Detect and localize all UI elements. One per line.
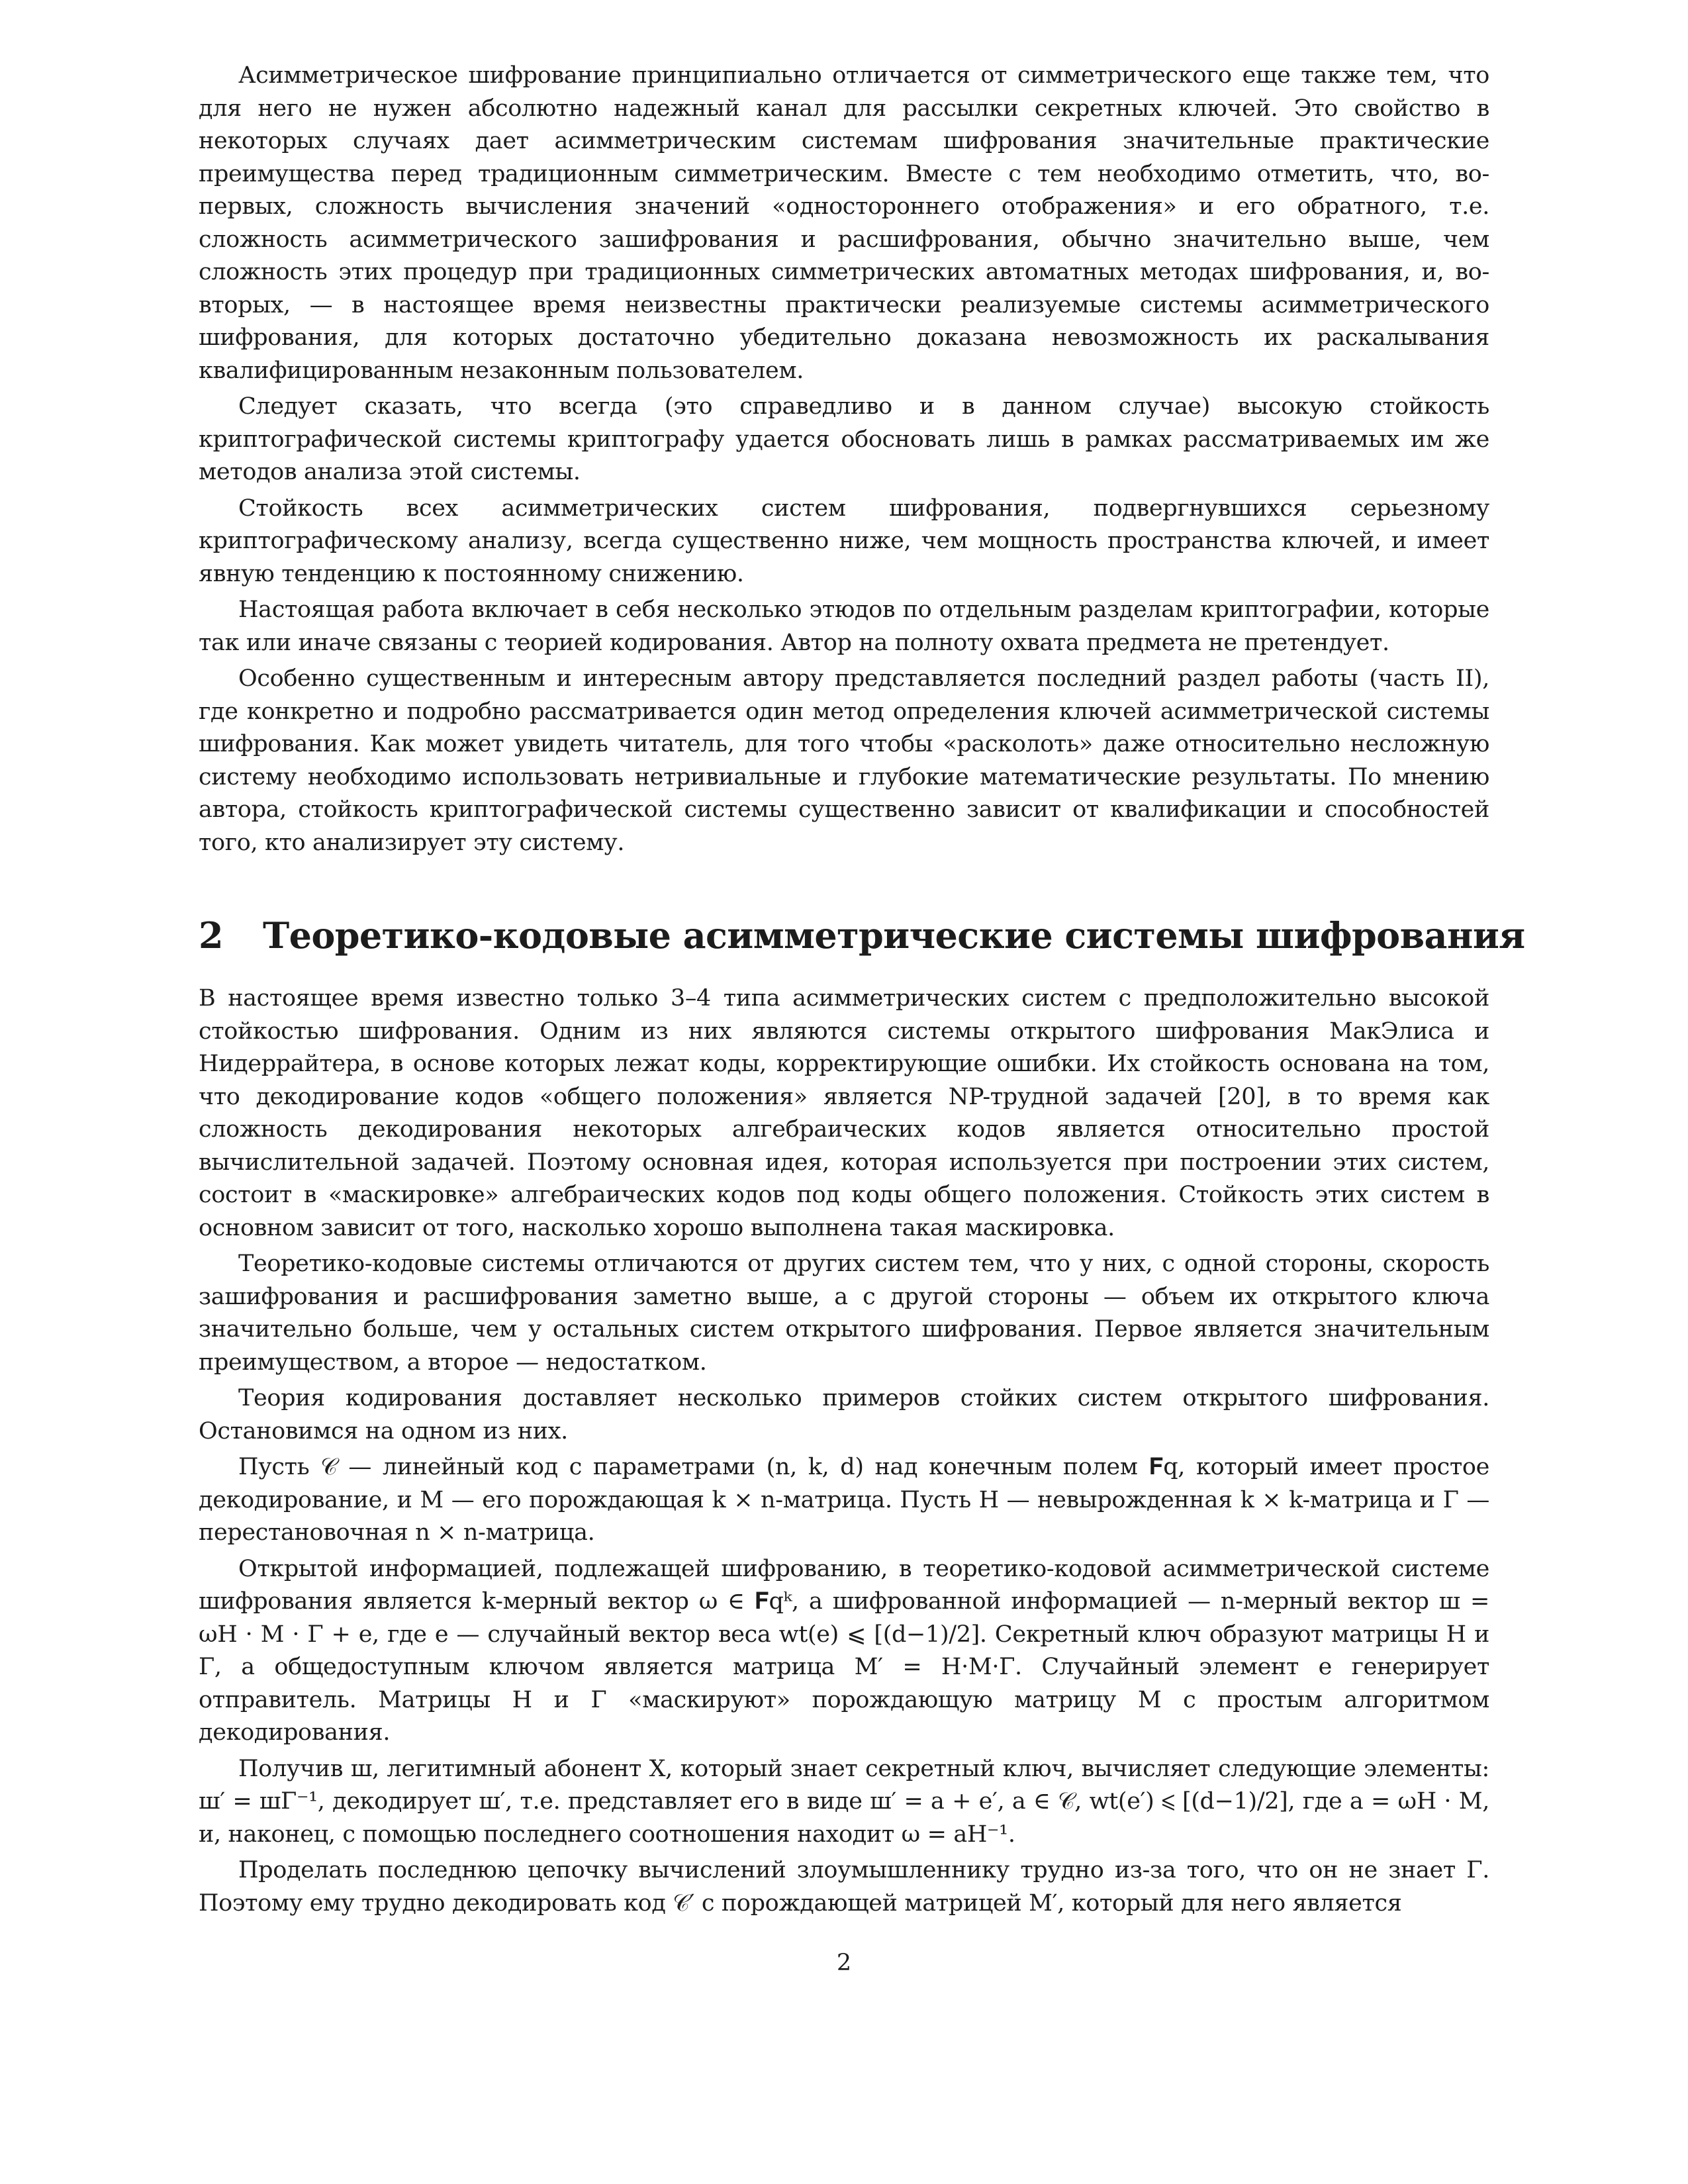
intro-paragraph-1: Асимметрическое шифрование принципиально отличается от симметрического еще также тем, что для него не нужен абсолютно надежный канал для рассылки секретных ключей. Это свойство в некоторых случаях дает асимметрическим системам шифрования значительные практические преимущества перед традиционным симметрическим. Вместе с тем необходимо отметить, что, во-первых, сложность вычисления значений «одностороннего отображения» и его обратного, т.е. сложность асимметрического зашифрования и расшифрования, обычно значительно выше, чем сложность этих процедур при традиционных симметрических автоматных методах шифрования, и, во-вторых, — в настоящее время неизвестны практически реализуемые системы асимметрического шифрования, для которых достаточно убедительно доказана невозможность их раскалывания квалифицированным незаконным пользователем. [199, 62, 1489, 384]
intro-paragraph-2: Следует сказать, что всегда (это справедливо и в данном случае) высокую стойкость криптографической системы криптографу удается обосновать лишь в рамках рассматриваемых им же методов анализа этой системы. [199, 393, 1489, 485]
section-number: 2 [199, 914, 223, 957]
section-paragraph-6: Получив ш, легитимный абонент X, который знает секретный ключ, вычисляет следующие элементы: ш′ = шΓ⁻¹, декодирует ш′, т.е. представляет его в виде ш′ = a + e′, a ∈ 𝒞, wt(e′) ⩽ [(d−1)/2], где a = ωH · M, и, наконец, с помощью последнего соотношения находит ω = aH⁻¹. [199, 1755, 1489, 1848]
intro-paragraph-5: Особенно существенным и интересным автору представляется последний раздел работы (часть II), где конкретно и подробно рассматривается один метод определения ключей асимметрической системы шифрования. Как может увидеть читатель, для того чтобы «расколоть» даже относительно несложную систему необходимо использовать нетривиальные и глубокие математические результаты. По мнению автора, стойкость криптографической системы существенно зависит от квалификации и способностей того, кто анализирует эту систему. [199, 665, 1489, 856]
section-paragraph-1: В настоящее время известно только 3–4 типа асимметрических систем с предположительно высокой стойкостью шифрования. Одним из них являются системы открытого шифрования МакЭлиса и Нидеррайтера, в основе которых лежат коды, корректирующие ошибки. Их стойкость основана на том, что декодирование кодов «общего положения» является NP-трудной задачей [20], в то время как сложность декодирования некоторых алгебраических кодов является относительно простой вычислительной задачей. Поэтому основная идея, которая используется при построении этих систем, состоит в «маскировке» алгебраических кодов под коды общего положения. Стойкость этих систем в основном зависит от того, насколько хорошо выполнена такая маскировка. [199, 985, 1489, 1241]
section-paragraph-2: Теоретико-кодовые системы отличаются от других систем тем, что у них, с одной стороны, скорость зашифрования и расшифрования заметно выше, а с другой стороны — объем их открытого ключа значительно больше, чем у остальных систем открытого шифрования. Первое является значительным преимуществом, а второе — недостатком. [199, 1251, 1489, 1376]
section-title: Теоретико-кодовые асимметрические системы шифрования [263, 914, 1525, 957]
page-body [199, 60, 1525, 1923]
section-paragraph-5: Открытой информацией, подлежащей шифрованию, в теоретико-кодовой асимметрической системе шифрования является k-мерный вектор ω ∈ 𝐅qᵏ, а шифрованной информацией — n-мерный вектор ш = ωH · M · Γ + e, где e — случайный вектор веса wt(e) ⩽ [(d−1)/2]. Секретный ключ образуют матрицы H и Γ, а общедоступным ключом является матрица M′ = H·M·Γ. Случайный элемент e генерирует отправитель. Матрицы H и Γ «маскируют» порождающую матрицу M с простым алгоритмом декодирования. [199, 1555, 1489, 1746]
section-paragraph-4: Пусть 𝒞 — линейный код с параметрами (n, k, d) над конечным полем 𝐅q, который имеет простое декодирование, и M — его порождающая k × n-матрица. Пусть H — невырожденная k × k-матрица и Γ — перестановочная n × n-матрица. [199, 1454, 1489, 1546]
page-number: 2 [836, 1950, 852, 1976]
section-paragraph-7: Проделать последнюю цепочку вычислений злоумышленнику трудно из-за того, что он не знает Γ. Поэтому ему трудно декодировать код 𝒞′ с порождающей матрицей M′, который для него является [199, 1857, 1489, 1917]
section-heading [199, 912, 1525, 959]
intro-paragraph-4: Настоящая работа включает в себя несколько этюдов по отдельным разделам криптографии, которые так или иначе связаны с теорией кодирования. Автор на полноту охвата предмета не претендует. [199, 596, 1489, 656]
intro-paragraph-3: Стойкость всех асимметрических систем шифрования, подвергнувшихся серьезному криптографическому анализу, всегда существенно ниже, чем мощность пространства ключей, и имеет явную тенденцию к постоянному снижению. [199, 495, 1489, 587]
section-paragraph-3: Теория кодирования доставляет несколько примеров стойких систем открытого шифрования. Остановимся на одном из них. [199, 1385, 1489, 1445]
